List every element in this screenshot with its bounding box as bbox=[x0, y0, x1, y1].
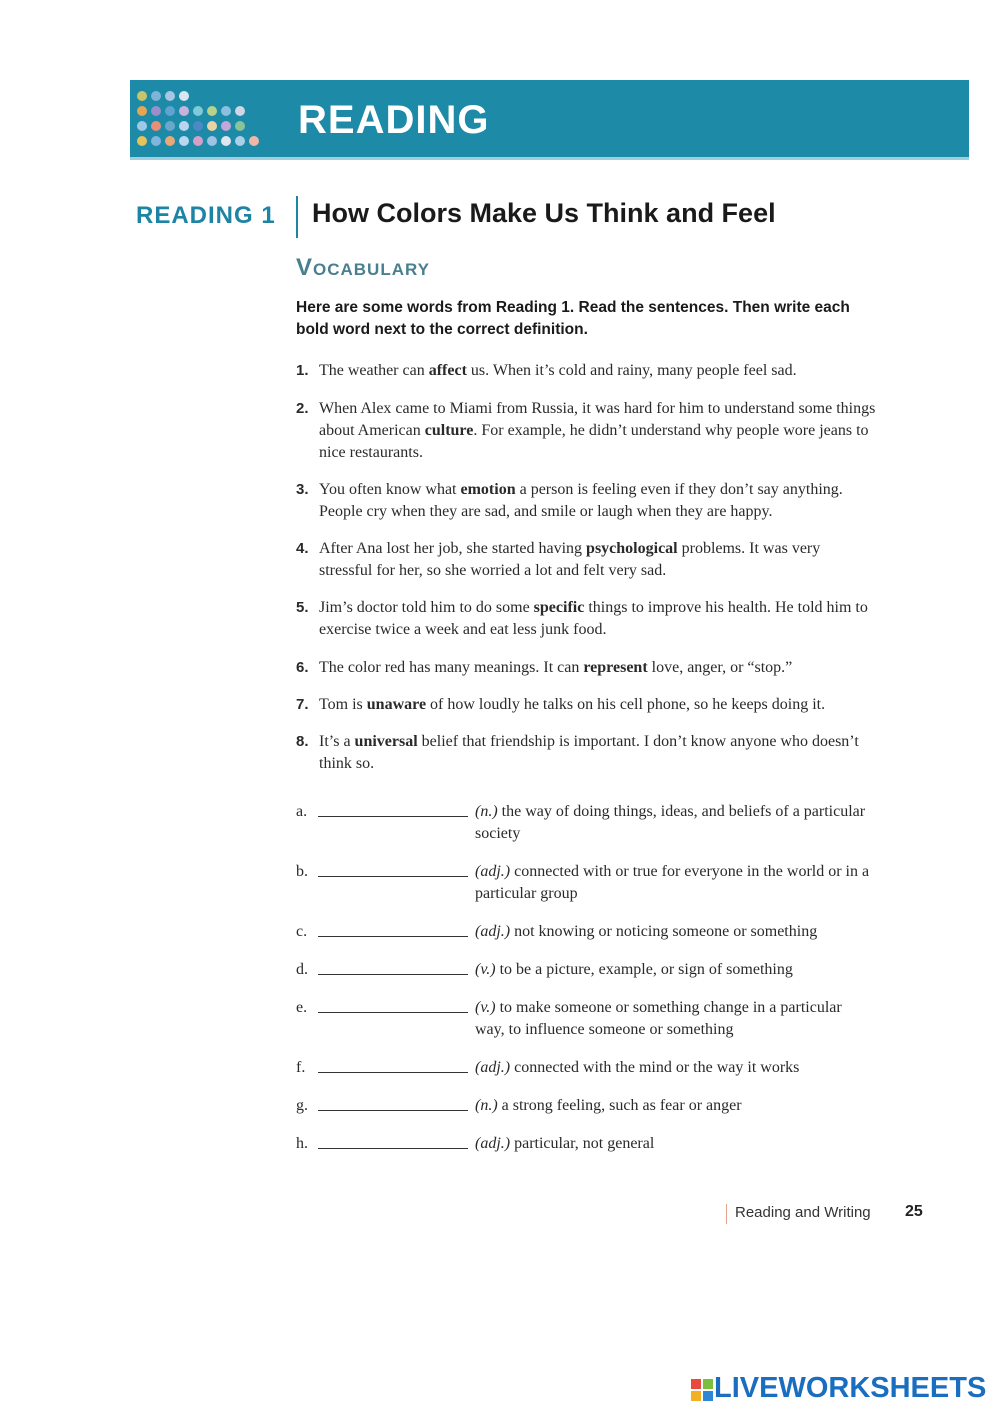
definition-text bbox=[475, 1057, 875, 1079]
sentence-text-part: problems. It was very stressful for her, so she worried a lot and felt very sad. bbox=[319, 540, 821, 579]
definition-body: connected with or true for everyone in the world or in a particular group bbox=[475, 863, 870, 902]
sentence-4 bbox=[296, 538, 876, 582]
page-number: 25 bbox=[905, 1203, 923, 1220]
sentence-number: 1. bbox=[296, 362, 309, 379]
sentence-text-part: After Ana lost her job, she started having bbox=[319, 540, 587, 557]
sentence-2 bbox=[296, 398, 876, 464]
vocab-word: unaware bbox=[366, 696, 427, 713]
vocab-word: universal bbox=[354, 733, 418, 750]
vocab-word: emotion bbox=[460, 481, 516, 498]
vocab-word: culture bbox=[424, 422, 474, 439]
definition-text bbox=[475, 959, 875, 981]
definition-text bbox=[475, 1133, 875, 1155]
vocab-word: psychological bbox=[586, 540, 678, 557]
definition-body: the way of doing things, ideas, and beliefs of a particular society bbox=[475, 803, 866, 842]
reading-number: READING 1 bbox=[136, 202, 276, 229]
sentence-text bbox=[319, 694, 876, 716]
part-of-speech: (n.) bbox=[475, 803, 498, 820]
sentence-8 bbox=[296, 731, 876, 775]
reading-title: How Colors Make Us Think and Feel bbox=[312, 198, 776, 228]
definition-body: to be a picture, example, or sign of something bbox=[495, 961, 793, 978]
banner-title: READING bbox=[298, 98, 490, 142]
answer-blank[interactable] bbox=[318, 1095, 468, 1111]
section-banner bbox=[130, 80, 969, 160]
vocab-word: specific bbox=[533, 599, 585, 616]
sentence-3 bbox=[296, 479, 876, 523]
definition-letter: b. bbox=[296, 863, 308, 880]
section-title: Vocabulary bbox=[296, 254, 430, 281]
answer-blank[interactable] bbox=[318, 861, 468, 877]
sentence-number: 4. bbox=[296, 540, 309, 557]
answer-blank[interactable] bbox=[318, 997, 468, 1013]
sentence-text-part: love, anger, or “stop.” bbox=[647, 659, 793, 676]
sentence-text-part: of how loudly he talks on his cell phone, so he keeps doing it. bbox=[426, 696, 826, 713]
definition-body: connected with the mind or the way it works bbox=[510, 1059, 800, 1076]
sentence-text-part: The color red has many meanings. It can bbox=[319, 659, 584, 676]
part-of-speech: (v.) bbox=[475, 999, 496, 1016]
definition-letter: h. bbox=[296, 1135, 308, 1152]
sentence-text-part: Tom is bbox=[319, 696, 367, 713]
answer-blank[interactable] bbox=[318, 1133, 468, 1149]
sentence-5 bbox=[296, 597, 876, 641]
definition-body: to make someone or something change in a particular way, to influence someone or something bbox=[475, 999, 842, 1038]
sentence-text-part: things to improve his health. He told him to exercise twice a week and eat less junk food. bbox=[319, 599, 868, 638]
decorative-dots-icon bbox=[132, 86, 267, 152]
vocab-word: represent bbox=[583, 659, 648, 676]
part-of-speech: (n.) bbox=[475, 1097, 498, 1114]
sentence-text-part: us. When it’s cold and rainy, many people feel sad. bbox=[466, 362, 797, 379]
sentence-text-part: You often know what bbox=[319, 481, 461, 498]
part-of-speech: (adj.) bbox=[475, 1059, 511, 1076]
sentence-text-part: It’s a bbox=[319, 733, 355, 750]
definition-body: a strong feeling, such as fear or anger bbox=[497, 1097, 742, 1114]
sentence-text-part: When Alex came to Miami from Russia, it was hard for him to understand some things about American bbox=[319, 400, 876, 439]
part-of-speech: (v.) bbox=[475, 961, 496, 978]
definition-body: particular, not general bbox=[510, 1135, 655, 1152]
definition-text bbox=[475, 801, 875, 845]
definition-letter: a. bbox=[296, 803, 308, 820]
definition-body: not knowing or noticing someone or something bbox=[510, 923, 818, 940]
sentence-text bbox=[319, 360, 876, 382]
sentence-number: 6. bbox=[296, 659, 309, 676]
answer-blank[interactable] bbox=[318, 959, 468, 975]
definition-text bbox=[475, 921, 875, 943]
sentence-number: 2. bbox=[296, 400, 309, 417]
sentence-text bbox=[319, 538, 876, 582]
heading-divider bbox=[296, 196, 298, 238]
sentence-text bbox=[319, 731, 876, 775]
definition-text bbox=[475, 997, 875, 1041]
definition-letter: c. bbox=[296, 923, 308, 940]
sentence-text-part: belief that friendship is important. I don’t know anyone who doesn’t think so. bbox=[319, 733, 859, 772]
instructions: Here are some words from Reading 1. Read the sentences. Then write each bold word next to the correct definition. bbox=[296, 299, 850, 338]
vocab-word: affect bbox=[428, 362, 467, 379]
part-of-speech: (adj.) bbox=[475, 863, 511, 880]
sentence-7 bbox=[296, 694, 876, 716]
definition-letter: g. bbox=[296, 1097, 308, 1114]
sentence-number: 3. bbox=[296, 481, 309, 498]
definition-text bbox=[475, 1095, 875, 1117]
sentence-6 bbox=[296, 657, 876, 679]
sentence-1 bbox=[296, 360, 876, 382]
sentence-text bbox=[319, 657, 876, 679]
answer-blank[interactable] bbox=[318, 801, 468, 817]
definition-letter: e. bbox=[296, 999, 308, 1016]
sentence-text-part: a person is feeling even if they don’t say anything. People cry when they are sad, and smile or laugh when they are happy. bbox=[319, 481, 843, 520]
sentence-text-part: Jim’s doctor told him to do some bbox=[319, 599, 534, 616]
sentence-text-part: . For example, he didn’t understand why people wore jeans to nice restaurants. bbox=[319, 422, 869, 461]
part-of-speech: (adj.) bbox=[475, 1135, 511, 1152]
footer-book-title: Reading and Writing bbox=[735, 1204, 871, 1221]
logo-squares-icon bbox=[690, 1378, 716, 1404]
logo-text: LIVEWORKSHEETS bbox=[714, 1372, 987, 1404]
sentence-number: 8. bbox=[296, 733, 309, 750]
definition-text bbox=[475, 861, 875, 905]
answer-blank[interactable] bbox=[318, 1057, 468, 1073]
sentence-text bbox=[319, 597, 876, 641]
footer-divider bbox=[726, 1204, 727, 1224]
sentence-text bbox=[319, 398, 876, 464]
definition-letter: d. bbox=[296, 961, 308, 978]
part-of-speech: (adj.) bbox=[475, 923, 511, 940]
sentence-text-part: The weather can bbox=[319, 362, 429, 379]
definition-letter: f. bbox=[296, 1059, 306, 1076]
sentence-number: 7. bbox=[296, 696, 309, 713]
answer-blank[interactable] bbox=[318, 921, 468, 937]
sentence-text bbox=[319, 479, 876, 523]
sentence-number: 5. bbox=[296, 599, 309, 616]
